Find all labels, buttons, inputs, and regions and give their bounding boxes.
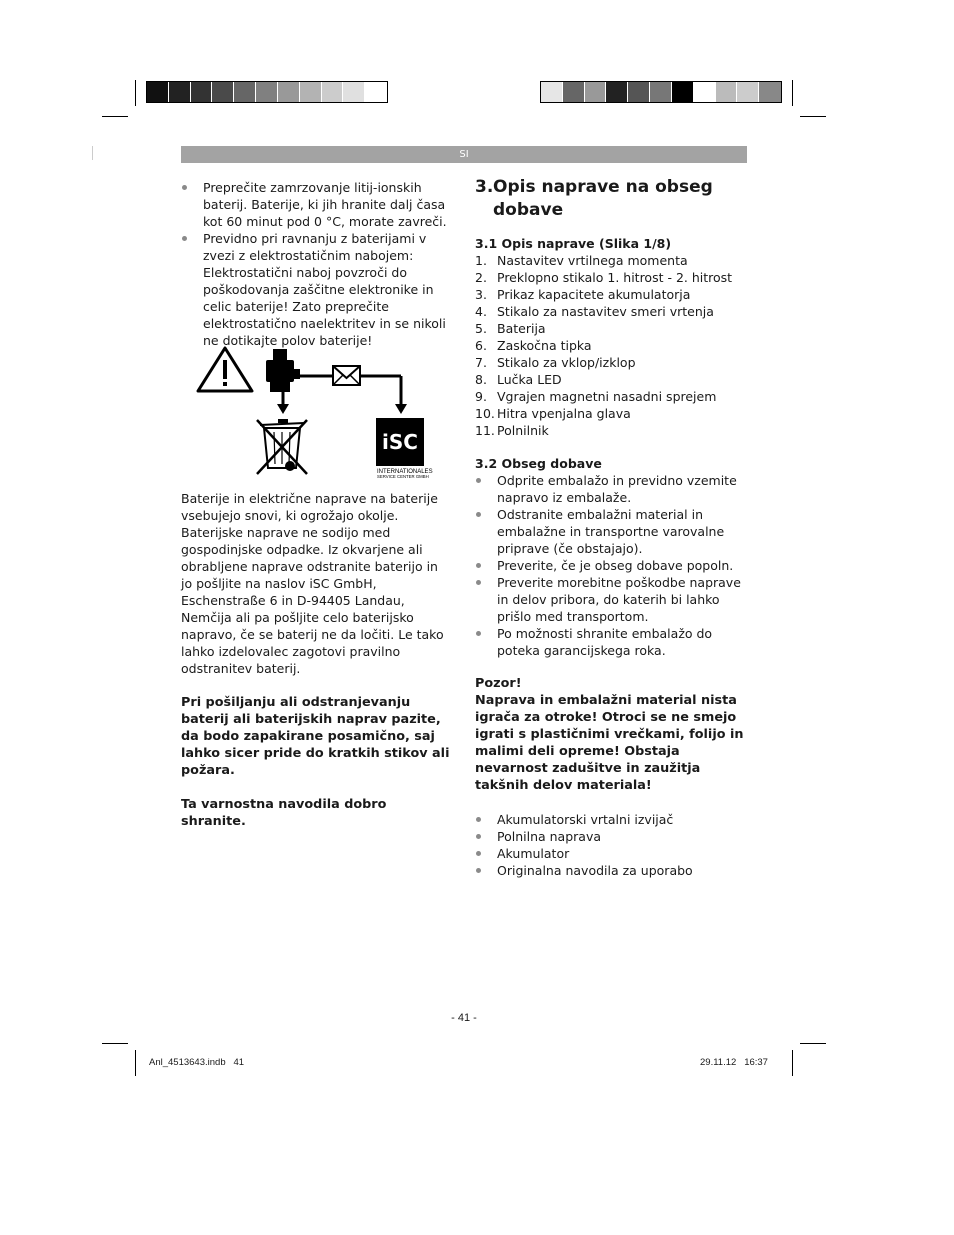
device-part-label: Stikalo za nastavitev smeri vrtenja [497, 304, 714, 319]
crossed-out-bin-icon [257, 419, 307, 474]
device-part-item [475, 405, 747, 422]
device-part-label: Stikalo za vklop/izklop [497, 355, 636, 370]
device-part-item [475, 337, 747, 354]
caution-text: Naprava in embalažni material nista igrača za otroke! Otroci se ne smejo igrati s plastičnimi vrečkami, folijo in malimi deli opreme! Obstaja nevarnost zadušitve in zaužitja takšnih delov materiala! [475, 693, 744, 793]
envelope-icon [333, 366, 360, 385]
crop-mark [102, 1043, 128, 1044]
right-column [475, 176, 747, 879]
crop-mark [792, 1050, 793, 1076]
battery-disposal-diagram [196, 344, 436, 479]
device-part-number: 7. [475, 355, 487, 370]
list-item: Po možnosti shranite embalažo do poteka garancijskega roka. [475, 625, 747, 659]
device-part-number: 10. [475, 406, 495, 421]
svg-text:SERVICE CENTER GMBH: SERVICE CENTER GMBH [377, 474, 429, 479]
list-item: Polnilna naprava [475, 828, 747, 845]
device-part-label: Polnilnik [497, 423, 549, 438]
device-part-label: Prikaz kapacitete akumulatorja [497, 287, 691, 302]
device-part-label: Lučka LED [497, 372, 562, 387]
device-part-number: 5. [475, 321, 487, 336]
device-part-item [475, 286, 747, 303]
device-part-number: 4. [475, 304, 487, 319]
color-bar-left [146, 81, 388, 103]
device-part-item [475, 371, 747, 388]
device-part-item [475, 303, 747, 320]
device-parts-list [475, 252, 747, 439]
crop-mark [135, 1050, 136, 1076]
device-part-label: Nastavitev vrtilnega momenta [497, 253, 688, 268]
device-part-label: Vgrajen magnetni nasadni sprejem [497, 389, 717, 404]
device-part-number: 9. [475, 389, 487, 404]
crop-mark [102, 116, 128, 117]
device-part-number: 8. [475, 372, 487, 387]
device-part-label: Preklopno stikalo 1. hitrost - 2. hitrost [497, 270, 733, 285]
device-part-item [475, 252, 747, 269]
device-part-number: 2. [475, 270, 487, 285]
device-part-number: 1. [475, 253, 487, 268]
list-item: Odstranite embalažni material in embalažne in transportne varovalne priprave (če obstajajo). [475, 506, 747, 557]
list-item: Odprite embalažo in previdno vzemite napravo iz embalaže. [475, 472, 747, 506]
crop-mark [92, 146, 93, 160]
device-part-number: 3. [475, 287, 487, 302]
crop-mark [135, 80, 136, 106]
list-item: Originalna navodila za uporabo [475, 862, 747, 879]
list-item: Preprečite zamrzovanje litij-ionskih baterij. Baterije, ki jih hranite dalj časa kot 60 minut pod 0 °C, morate zavreči. [181, 179, 453, 230]
page-number: - 41 - [451, 1012, 477, 1024]
language-label: SI [459, 149, 469, 160]
battery-disposal-paragraph: Baterije in električne naprave na baterije vsebujejo snovi, ki ogrožajo okolje. Baterijske naprave ne sodijo med gospodinjske odpadke. Iz okvarjene ali obrabljene naprave odstranite baterijo in jo pošljite na naslov iSC GmbH, Eschenstraße 6 in D-94405 Landau, Nemčija ali pa pošljite celo baterijsko napravo, če se baterij ne da ločiti. Le tako lahko izdelovalec zagotovi pravilno odstranitev baterij. [181, 491, 444, 676]
footer-file-name: Anl_4513643.indb 41 [149, 1057, 245, 1068]
svg-text:INTERNATIONALES: INTERNATIONALES [377, 469, 433, 475]
subsection-heading-delivery: 3.2 Obseg dobave [475, 456, 602, 471]
list-item: Previdno pri ravnanju z baterijami v zvezi z elektrostatičnim nabojem: Elektrostatični naboj povzroči do poškodovanja zaščitne elektronike in celic baterije! Zato preprečite elektrostatično naelektritev in se nikoli ne dotikajte polov baterije! [181, 230, 453, 349]
section-title: Opis naprave na obseg dobave [493, 177, 713, 220]
language-header-bar [181, 146, 747, 163]
isc-logo [376, 418, 433, 479]
left-column [181, 179, 453, 349]
subsection-heading-device: 3.1 Opis naprave (Slika 1/8) [475, 236, 672, 251]
crop-mark [792, 80, 793, 106]
battery-icon [266, 349, 300, 392]
device-part-label: Hitra vpenjalna glava [497, 406, 631, 421]
device-part-item [475, 269, 747, 286]
device-part-item [475, 354, 747, 371]
warning-triangle-icon [198, 348, 252, 391]
crop-mark [800, 1043, 826, 1044]
svg-text:iSC: iSC [382, 430, 418, 454]
device-part-label: Baterija [497, 321, 546, 336]
device-part-label: Zaskočna tipka [497, 338, 592, 353]
safety-bullet-list [181, 179, 453, 349]
color-bar-right [540, 81, 782, 103]
keep-instructions-note: Ta varnostna navodila dobro shranite. [181, 797, 387, 829]
delivery-steps-list [475, 472, 747, 659]
delivery-contents-list [475, 811, 747, 879]
device-part-item [475, 422, 747, 439]
caution-label: Pozor! [475, 676, 522, 691]
footer-date-time: 29.11.12 16:37 [700, 1057, 768, 1068]
list-item: Akumulatorski vrtalni izvijač [475, 811, 747, 828]
device-part-item [475, 320, 747, 337]
section-heading: 3. Opis naprave na obseg dobave [475, 176, 747, 222]
list-item: Preverite morebitne poškodbe naprave in delov pribora, do katerih bi lahko prišlo med transportom. [475, 574, 747, 625]
shipping-warning-paragraph: Pri pošiljanju ali odstranjevanju baterij ali baterijskih naprav pazite, da bodo zapakirane posamično, saj lahko sicer pride do kratkih stikov ali požara. [181, 695, 450, 778]
crop-mark [800, 116, 826, 117]
list-item: Preverite, če je obseg dobave popoln. [475, 557, 747, 574]
left-column-lower [181, 490, 453, 830]
device-part-number: 6. [475, 338, 487, 353]
list-item: Akumulator [475, 845, 747, 862]
device-part-number: 11. [475, 423, 495, 438]
device-part-item [475, 388, 747, 405]
